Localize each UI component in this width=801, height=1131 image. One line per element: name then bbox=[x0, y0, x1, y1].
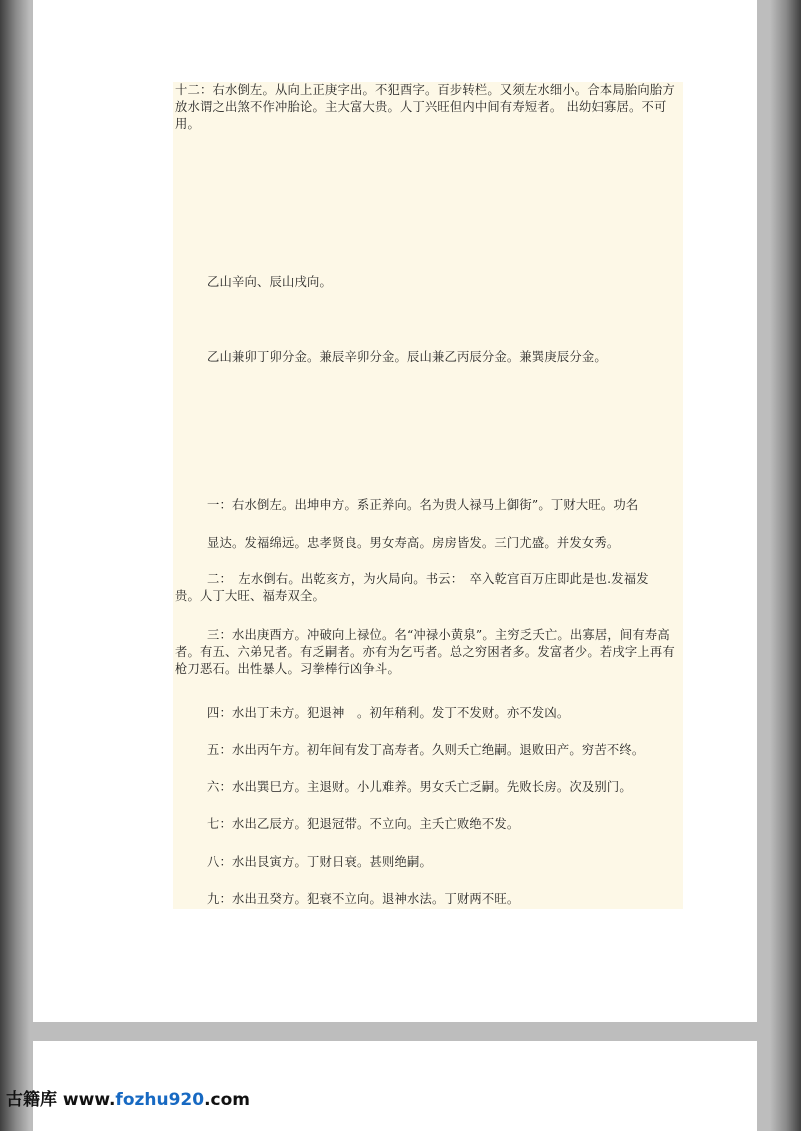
document-page bbox=[33, 0, 757, 1022]
paragraph-4: 四：水出丁未方。犯退神 。初年稍利。发丁不发财。亦不发凶。 bbox=[207, 706, 570, 720]
next-page bbox=[33, 1041, 757, 1131]
paragraph-5: 五：水出丙午方。初年间有发丁高寿者。久则夭亡绝嗣。退败田产。穷苦不终。 bbox=[207, 743, 645, 757]
paragraph-1b: 显达。发福绵远。忠孝贤良。男女寿高。房房皆发。三门尤盛。并发女秀。 bbox=[207, 536, 620, 550]
paragraph-9: 九：水出丑癸方。犯衰不立向。退神水法。丁财两不旺。 bbox=[207, 892, 520, 906]
paragraph-7: 七：水出乙辰方。犯退冠带。不立向。主夭亡败绝不发。 bbox=[207, 817, 520, 831]
paragraph-3: 三：水出庚酉方。冲破向上禄位。名“冲禄小黄泉”。主穷乏夭亡。出寡居，间有寿高者。有五、六弟兄者。有乏嗣者。亦有为乞丐者。总之穷困者多。发富者少。若戌字上再有枪刀恶石。出性暴人。习拳棒行凶争斗。 bbox=[175, 628, 675, 676]
paragraph-12: 十二：右水倒左。从向上正庚字出。不犯酉字。百步转栏。又须左水细小。合本局胎向胎方放水谓之出煞不作冲胎论。主大富大贵。人丁兴旺但内中间有寿短者。 出幼妇寡居。不可用。 bbox=[175, 83, 675, 131]
watermark-site-name: 古籍库 bbox=[6, 1090, 57, 1110]
watermark-url-suffix: .com bbox=[204, 1090, 251, 1110]
watermark-url-prefix: www. bbox=[62, 1090, 116, 1110]
paragraph-8: 八：水出艮寅方。丁财日衰。甚则绝嗣。 bbox=[207, 855, 432, 869]
site-watermark bbox=[6, 1088, 250, 1112]
paragraph-1a: 一：右水倒左。出坤申方。系正养向。名为贵人禄马上御街”。丁财大旺。功名 bbox=[207, 498, 639, 512]
paragraph-fenjin: 乙山兼卯丁卯分金。兼辰辛卯分金。辰山兼乙丙辰分金。兼巽庚辰分金。 bbox=[207, 350, 607, 364]
paragraph-2: 二： 左水倒右。出乾亥方，为火局向。书云： 卒入乾宫百万庄即此是也.发福发 贵。人丁大旺、福寿双全。 bbox=[175, 572, 662, 603]
paragraph-6: 六：水出巽巳方。主退财。小儿难养。男女夭亡乏嗣。先败长房。次及别门。 bbox=[207, 780, 632, 794]
page-content bbox=[173, 82, 683, 909]
watermark-url-domain: fozhu920 bbox=[115, 1090, 205, 1110]
paragraph-heading-mountains: 乙山辛向、辰山戌向。 bbox=[207, 275, 332, 289]
